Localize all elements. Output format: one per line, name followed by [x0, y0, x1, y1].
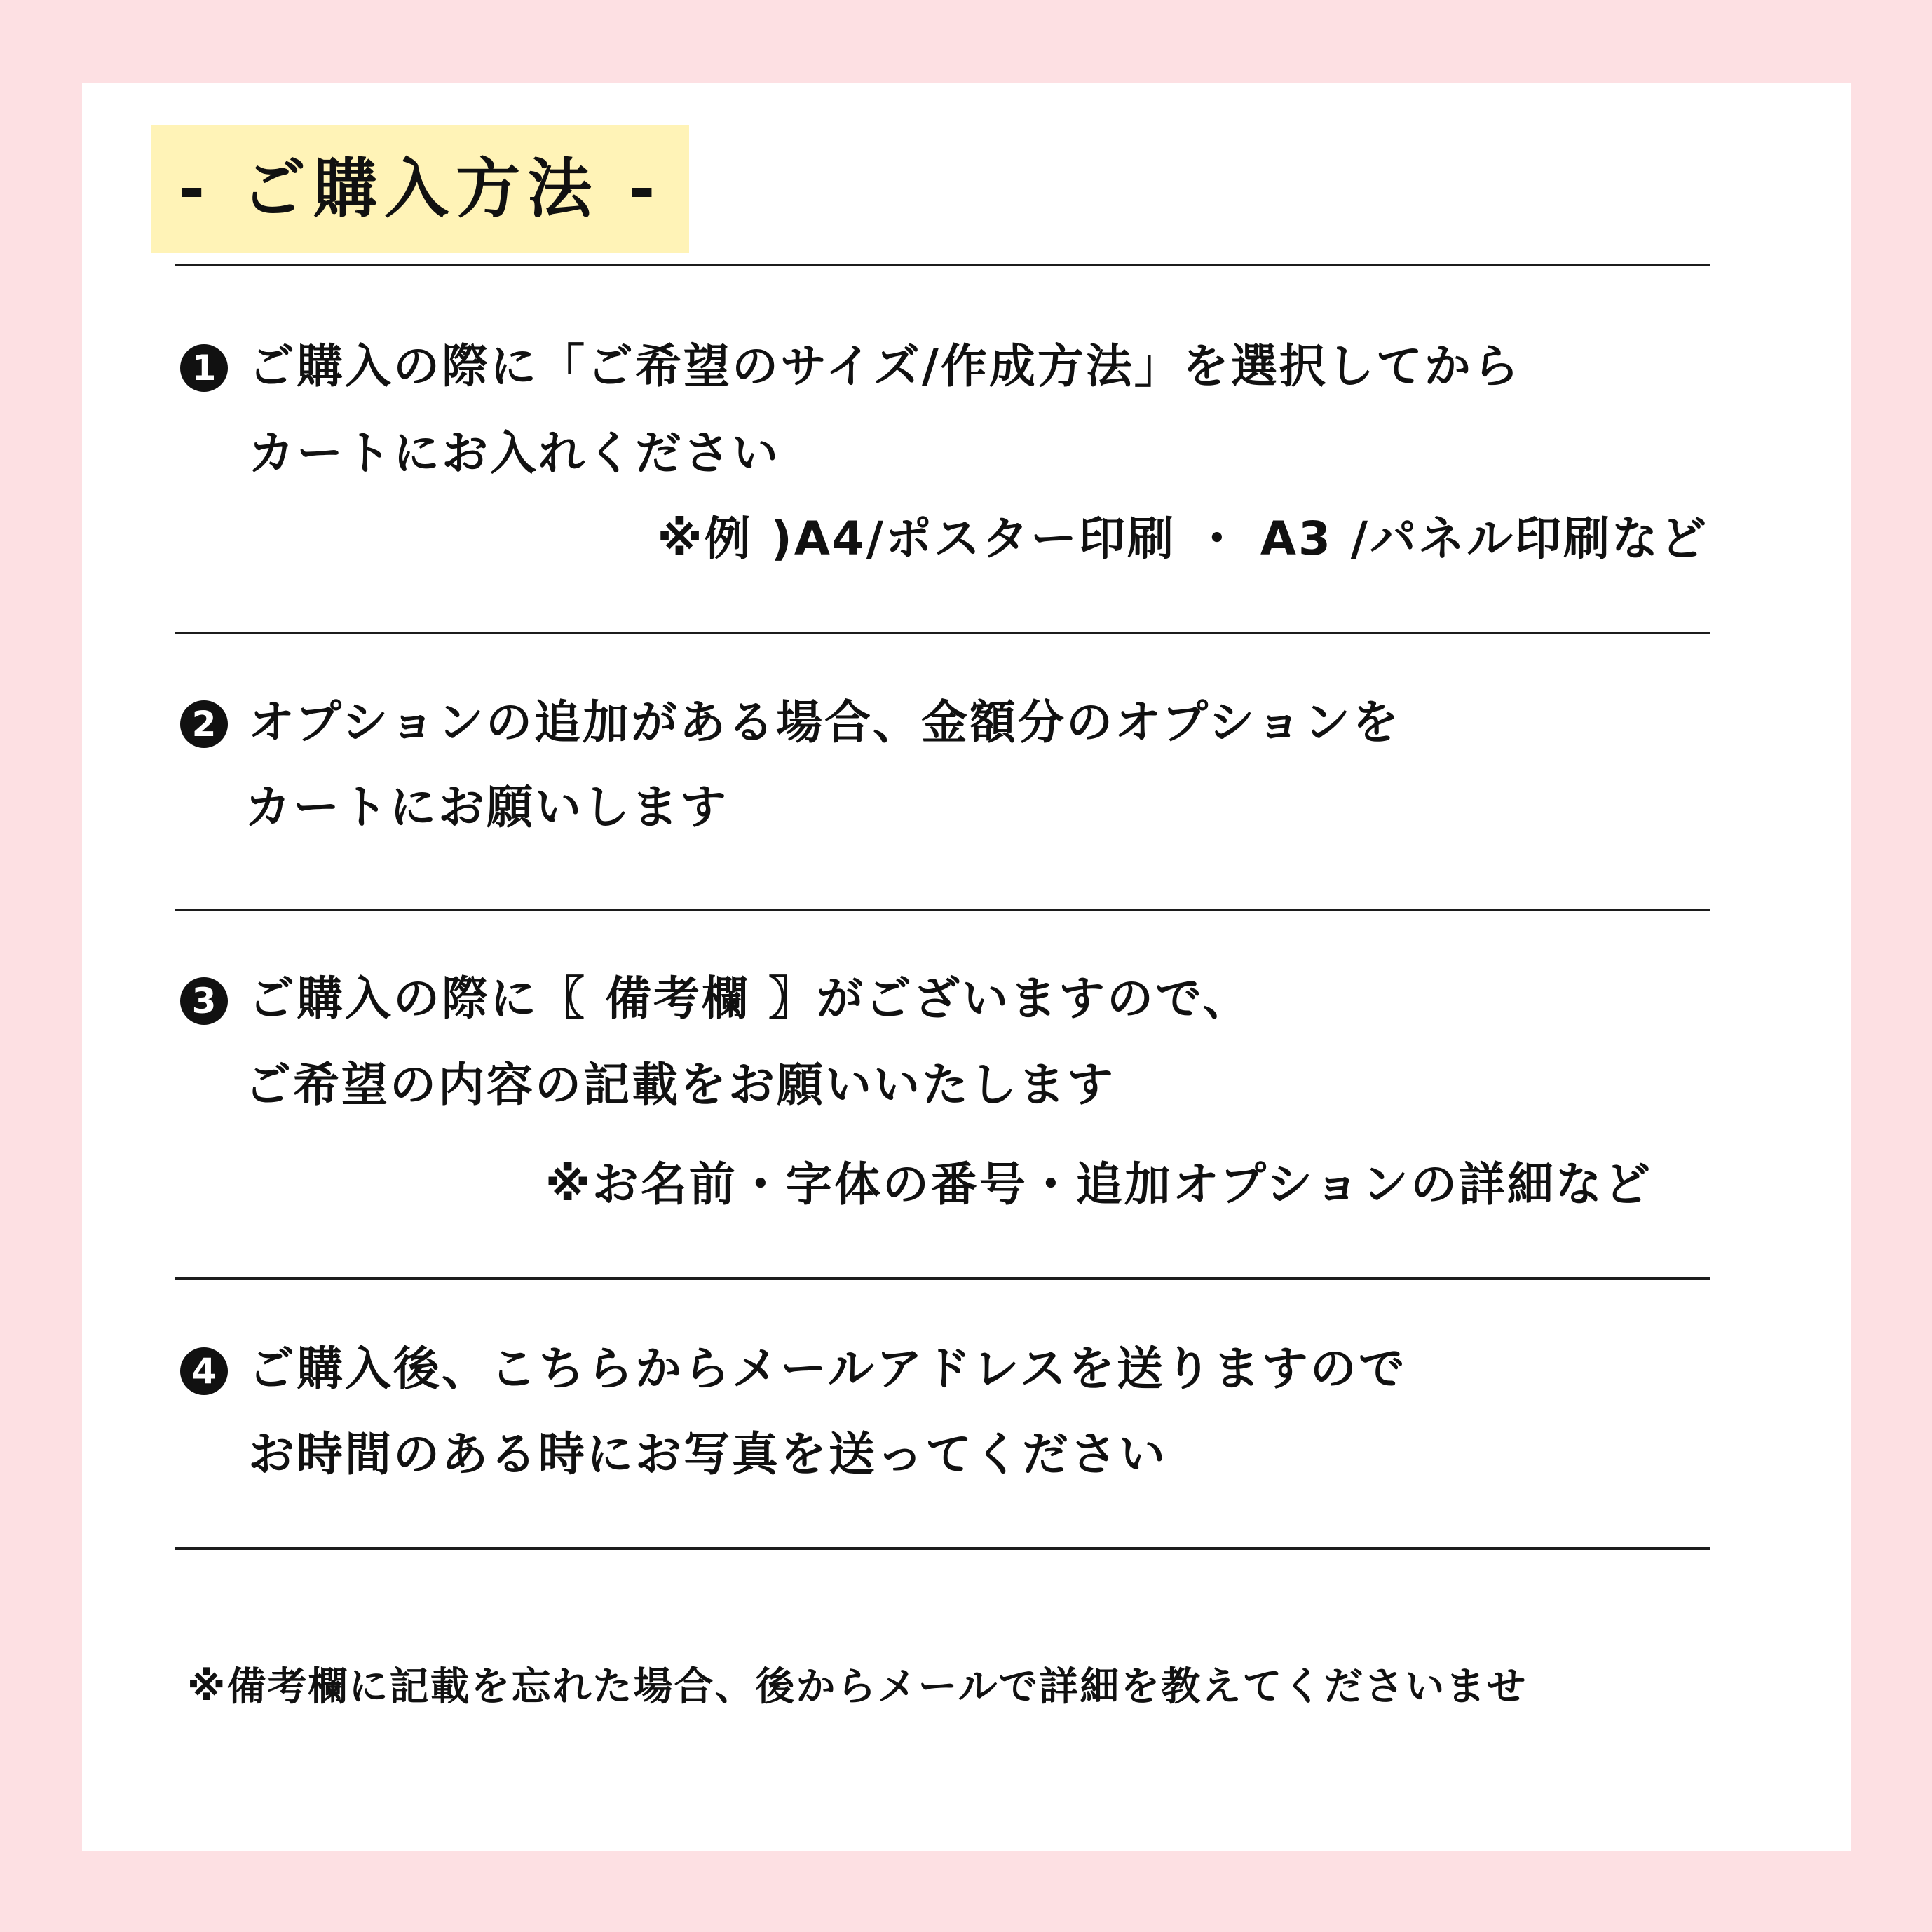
step-3-line-2: ご希望の内容の記載をお願いいたします: [245, 1058, 1115, 1112]
divider: [175, 1277, 1710, 1280]
step-2-line-2: カートにお願いします: [245, 780, 728, 834]
step-4-number-badge: 4: [180, 1347, 228, 1395]
step-4-line-1: ご購入後、こちらからメールアドレスを送りますので: [248, 1342, 1407, 1396]
divider: [175, 1547, 1710, 1550]
step-3-number-badge: 3: [180, 977, 228, 1025]
step-3-note: ※お名前・字体の番号・追加オプションの詳細など: [545, 1157, 1652, 1211]
step-3-line-1: ご購入の際に〖 備考欄 〗がございますので、: [248, 972, 1251, 1026]
divider: [175, 632, 1710, 634]
step-4-line-2: お時間のある時にお写真を送ってください: [248, 1427, 1167, 1481]
footnote: ※備考欄に記載を忘れた場合、後からメールで詳細を教えてくださいませ: [187, 1664, 1528, 1710]
divider: [175, 909, 1710, 911]
step-1-line-2: カートにお入れください: [248, 426, 780, 480]
step-2-line-1: オプションの追加がある場合、金額分のオプションを: [248, 695, 1401, 749]
step-1-line-1: ご購入の際に「ご希望のサイズ/作成方法」を選択してから: [248, 339, 1521, 393]
title-banner: [151, 125, 689, 253]
step-1-note: ※例 )A4/ポスター印刷 ・ A3 /パネル印刷など: [657, 512, 1708, 566]
divider: [175, 264, 1710, 266]
instruction-card: [82, 83, 1851, 1851]
page-title: - ご購入方法 -: [178, 151, 662, 226]
step-1-number-badge: 1: [180, 344, 228, 392]
step-2-number-badge: 2: [180, 700, 228, 748]
